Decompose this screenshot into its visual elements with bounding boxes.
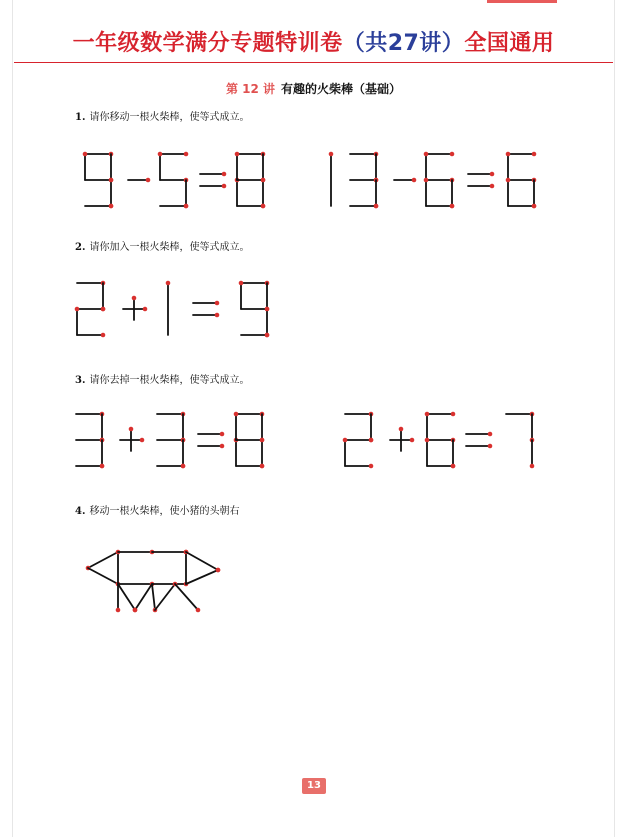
pig-matchstick	[88, 552, 118, 568]
question-text: 请你去掉一根火柴棒，使等式成立。	[89, 375, 250, 386]
match-head	[166, 281, 171, 286]
match-head	[412, 178, 417, 183]
match-head	[450, 152, 455, 157]
match-head	[374, 204, 379, 209]
match-head	[425, 438, 430, 443]
lesson-number: 第 12 讲	[225, 82, 276, 96]
question-text: 请你移动一根火柴棒，使等式成立。	[89, 112, 250, 123]
pig-matchstick	[155, 584, 175, 610]
match-head	[506, 178, 511, 183]
match-head	[184, 204, 189, 209]
match-head	[75, 307, 80, 312]
page-number: 13	[302, 778, 326, 794]
match-head	[146, 178, 151, 183]
pig-matchstick	[135, 584, 152, 610]
match-head	[101, 307, 106, 312]
match-head	[83, 152, 88, 157]
match-head	[369, 438, 374, 443]
match-head	[196, 608, 201, 613]
lesson-title: 有趣的火柴棒（基础）	[281, 82, 402, 96]
banner-title: 一年级数学满分专题特训卷	[72, 31, 343, 56]
match-head	[450, 204, 455, 209]
match-head	[451, 464, 456, 469]
question-text: 移动一根火柴棒，使小猪的头朝右	[89, 506, 240, 517]
question-number: 4.	[75, 506, 86, 517]
pig-matchstick	[118, 584, 135, 610]
match-head	[239, 281, 244, 286]
match-head	[451, 412, 456, 417]
match-head	[215, 313, 220, 318]
match-head	[506, 152, 511, 157]
match-head	[143, 307, 148, 312]
match-head	[425, 412, 430, 417]
match-head	[222, 172, 227, 177]
match-head	[261, 204, 266, 209]
match-head	[532, 152, 537, 157]
match-head	[109, 178, 114, 183]
match-head	[260, 438, 265, 443]
banner-count: （共27讲）	[342, 31, 465, 56]
match-head	[410, 438, 415, 443]
match-head	[399, 427, 404, 432]
match-head	[424, 178, 429, 183]
match-head	[260, 464, 265, 469]
match-head	[265, 333, 270, 338]
match-head	[488, 432, 493, 437]
match-head	[140, 438, 145, 443]
pig-matchstick	[88, 568, 118, 584]
question-number: 2.	[75, 242, 86, 253]
match-head	[222, 184, 227, 189]
match-head	[109, 204, 114, 209]
match-head	[343, 438, 348, 443]
question-number: 1.	[75, 112, 86, 123]
match-head	[129, 427, 134, 432]
match-head	[530, 464, 535, 469]
match-head	[181, 464, 186, 469]
match-head	[158, 152, 163, 157]
match-head	[101, 333, 106, 338]
match-head	[116, 608, 121, 613]
match-head	[369, 464, 374, 469]
match-head	[216, 568, 221, 573]
match-head	[488, 444, 493, 449]
match-head	[132, 296, 137, 301]
question-text: 请你加入一根火柴棒，使等式成立。	[89, 242, 250, 253]
pig-matchstick	[186, 552, 218, 570]
match-head	[261, 178, 266, 183]
pig-matchstick	[152, 584, 155, 610]
match-head	[184, 152, 189, 157]
match-head	[329, 152, 334, 157]
match-head	[490, 184, 495, 189]
match-head	[220, 432, 225, 437]
match-head	[234, 412, 239, 417]
pig-matchstick	[175, 584, 198, 610]
match-head	[215, 301, 220, 306]
match-head	[100, 464, 105, 469]
match-head	[220, 444, 225, 449]
question-number: 3.	[75, 375, 86, 386]
pig-matchstick	[186, 570, 218, 584]
match-head	[235, 152, 240, 157]
match-head	[532, 204, 537, 209]
match-head	[424, 152, 429, 157]
match-head	[490, 172, 495, 177]
match-head	[265, 307, 270, 312]
banner-scope: 全国通用	[464, 31, 555, 56]
match-head	[133, 608, 138, 613]
